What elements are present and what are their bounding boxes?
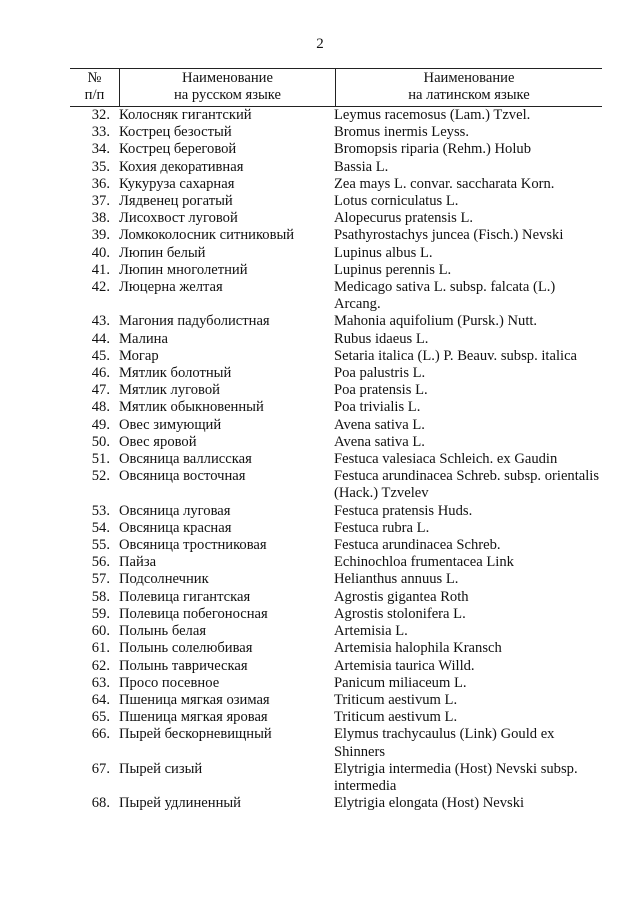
header-latin-name: Наименование на латинском языке [408,70,530,103]
row-number: 63. [91,674,110,691]
row-number: 51. [91,451,110,468]
row-number: 45. [91,347,110,364]
russian-name: Ломкоколосник ситниковый [119,227,295,244]
latin-name: Agrostis gigantea Roth [334,588,469,605]
table-row [70,537,602,554]
latin-name: Avena sativa L. [334,433,425,450]
russian-name: Магония падуболистная [119,313,270,330]
table-row [70,417,602,434]
table-row [70,606,602,623]
russian-name: Мятлик обыкновенный [119,399,264,416]
latin-name: Helianthus annuus L. [334,571,459,588]
russian-name: Мятлик луговой [119,382,220,399]
row-number: 68. [91,795,110,812]
page-number: 2 [316,36,324,52]
latin-name: Panicum miliaceum L. [334,674,467,691]
latin-name: Alopecurus pratensis L. [334,210,474,227]
latin-name: Medicago sativa L. subsp. falcata (L.) Arcang. [334,279,556,313]
table-row [70,658,602,675]
row-number: 35. [91,158,110,175]
latin-name: Lupinus perennis L. [334,261,452,278]
russian-name: Пайза [119,554,157,571]
russian-name: Пшеница мягкая озимая [119,691,270,708]
row-number: 46. [91,365,110,382]
russian-name: Кострец береговой [119,141,237,158]
latin-name: Festuca rubra L. [334,519,430,536]
table-row [70,468,602,502]
russian-name: Кукуруза сахарная [119,175,235,192]
latin-name: Festuca arundinacea Schreb. [334,537,501,554]
table-row [70,331,602,348]
latin-name: Bassia L. [334,158,389,175]
russian-name: Кострец безостый [119,124,232,141]
latin-name: Triticum aestivum L. [334,691,458,708]
russian-name: Овсяница восточная [119,468,246,485]
row-number: 40. [91,244,110,261]
row-number: 62. [91,657,110,674]
table-row [70,709,602,726]
row-number: 47. [91,382,110,399]
table-row [70,159,602,176]
russian-name: Пырей удлиненный [119,795,241,812]
russian-name: Полевица гигантская [119,588,251,605]
latin-name: Poa palustris L. [334,365,426,382]
latin-name: Bromopsis riparia (Rehm.) Holub [334,141,531,158]
row-number: 43. [91,313,110,330]
russian-name: Малина [119,330,168,347]
table-row [70,589,602,606]
table-row [70,503,602,520]
russian-name: Пшеница мягкая яровая [119,709,268,726]
row-number: 34. [91,141,110,158]
latin-name: Rubus idaeus L. [334,330,429,347]
row-number: 53. [91,502,110,519]
table-row [70,262,602,279]
latin-name: Festuca pratensis Huds. [334,502,473,519]
row-number: 42. [91,279,110,296]
russian-name: Люпин белый [119,244,206,261]
russian-name: Овсяница красная [119,519,232,536]
latin-name: Festuca valesiaca Schleich. ex Gaudin [334,451,558,468]
latin-name: Lupinus albus L. [334,244,433,261]
russian-name: Полынь солелюбивая [119,640,253,657]
russian-name: Могар [119,347,159,364]
row-number: 61. [91,640,110,657]
row-number: 60. [91,623,110,640]
row-number: 54. [91,519,110,536]
latin-name: Artemisia L. [334,623,408,640]
latin-name: Artemisia taurica Willd. [334,657,475,674]
russian-name: Колосняк гигантский [119,107,252,123]
table-row [70,399,602,416]
russian-name: Полевица побегоносная [119,605,268,622]
table-row [70,124,602,141]
row-number: 32. [91,107,110,123]
table-row [70,623,602,640]
table-row [70,141,602,158]
latin-name: Poa trivialis L. [334,399,421,416]
russian-name: Люпин многолетний [119,261,248,278]
russian-name: Лядвенец рогатый [119,193,233,210]
table-row [70,313,602,330]
latin-name: Setaria italica (L.) P. Beauv. subsp. italica [334,347,578,364]
row-number: 55. [91,537,110,554]
header-number: № п/п [84,70,105,103]
table-row [70,227,602,244]
table-row [70,571,602,588]
table-row [70,365,602,382]
table-row [70,210,602,227]
latin-name: Leymus racemosus (Lam.) Tzvel. [334,107,531,123]
table-row [70,107,602,124]
table-header [70,68,602,107]
row-number: 50. [91,433,110,450]
russian-name: Пырей бескорневищный [119,726,272,743]
table-body [70,107,602,812]
latin-name: Echinochloa frumentacea Link [334,554,514,571]
latin-name: Triticum aestivum L. [334,709,458,726]
table-row [70,176,602,193]
row-number: 64. [91,691,110,708]
latin-name: Elymus trachycaulus (Link) Gould ex Shinners [334,726,555,760]
row-number: 58. [91,588,110,605]
russian-name: Овсяница тростниковая [119,537,267,554]
row-number: 56. [91,554,110,571]
table-row [70,382,602,399]
row-number: 39. [91,227,110,244]
russian-name: Подсолнечник [119,571,209,588]
russian-name: Лисохвост луговой [119,210,238,227]
russian-name: Полынь белая [119,623,207,640]
row-number: 57. [91,571,110,588]
table-row [70,451,602,468]
header-russian-name: Наименование на русском языке [119,69,336,106]
latin-name: Bromus inermis Leyss. [334,124,469,141]
russian-name: Овсяница луговая [119,502,231,519]
latin-name: Lotus corniculatus L. [334,193,459,210]
row-number: 65. [91,709,110,726]
latin-name: Artemisia halophila Kransch [334,640,502,657]
table-row [70,761,602,795]
row-number: 59. [91,605,110,622]
table-row [70,434,602,451]
row-number: 41. [91,261,110,278]
latin-name: Festuca arundinacea Schreb. subsp. orientalis (Hack.) Tzvelev [334,468,600,502]
table-row [70,554,602,571]
row-number: 49. [91,416,110,433]
row-number: 37. [91,193,110,210]
russian-name: Овес яровой [119,433,197,450]
table-row [70,245,602,262]
latin-name: Zea mays L. convar. saccharata Korn. [334,175,555,192]
russian-name: Мятлик болотный [119,365,232,382]
russian-name: Просо посевное [119,674,220,691]
table-row [70,640,602,657]
row-number: 38. [91,210,110,227]
latin-name: Mahonia aquifolium (Pursk.) Nutt. [334,313,538,330]
table-row [70,726,602,760]
row-number: 33. [91,124,110,141]
row-number: 66. [91,726,110,743]
latin-name: Psathyrostachys juncea (Fisch.) Nevski [334,227,564,244]
table-row [70,520,602,537]
table-row [70,675,602,692]
latin-name: Avena sativa L. [334,416,425,433]
row-number: 52. [91,468,110,485]
latin-name: Agrostis stolonifera L. [334,605,466,622]
table-row [70,279,602,313]
row-number: 67. [91,760,110,777]
russian-name: Кохия декоративная [119,158,244,175]
latin-name: Elytrigia intermedia (Host) Nevski subsp. intermedia [334,760,578,794]
russian-name: Овсяница валлисская [119,451,252,468]
russian-name: Овес зимующий [119,416,222,433]
table-row [70,692,602,709]
row-number: 48. [91,399,110,416]
table-row [70,348,602,365]
row-number: 44. [91,330,110,347]
russian-name: Пырей сизый [119,760,203,777]
latin-name: Poa pratensis L. [334,382,428,399]
row-number: 36. [91,175,110,192]
latin-name: Elytrigia elongata (Host) Nevski [334,795,525,812]
species-table [70,68,602,812]
table-row [70,795,602,812]
russian-name: Полынь таврическая [119,657,248,674]
table-row [70,193,602,210]
russian-name: Люцерна желтая [119,279,223,296]
